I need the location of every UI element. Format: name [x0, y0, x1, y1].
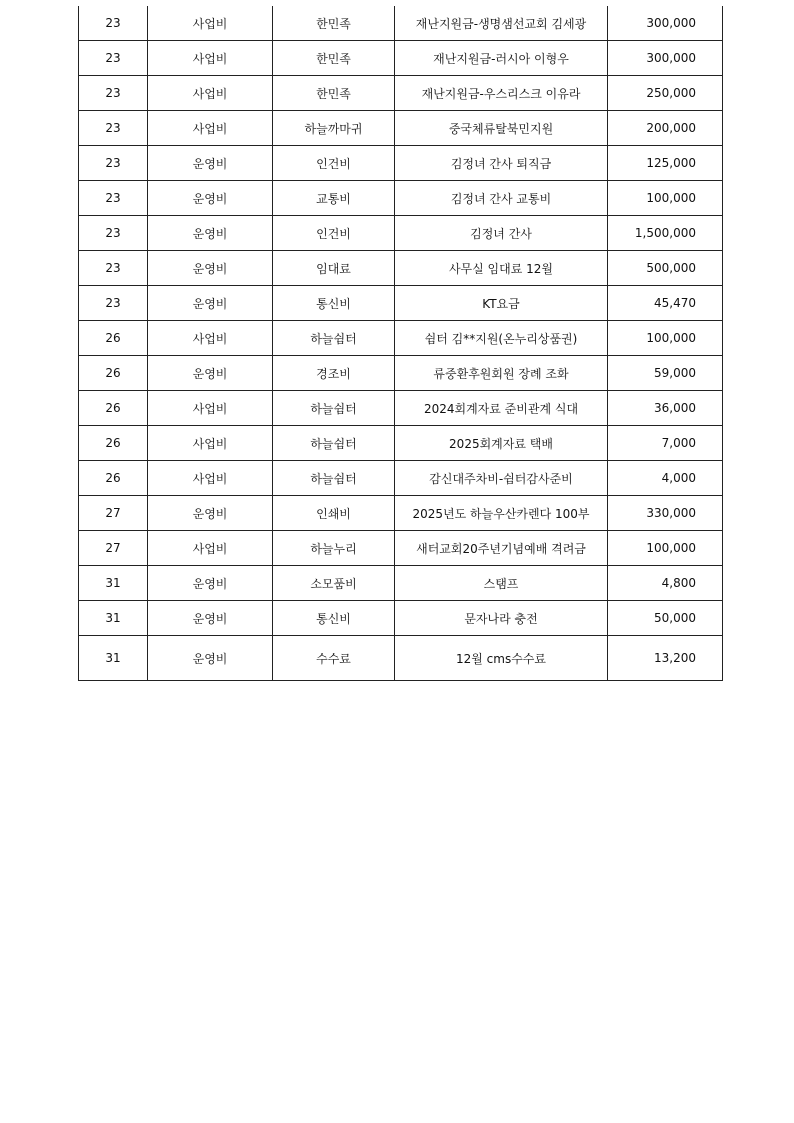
day-cell: 26: [79, 391, 148, 426]
description-cell: 재난지원금-우스리스크 이유라: [395, 76, 608, 111]
table-row: [79, 461, 723, 496]
description-cell: 쉼터 김**지원(온누리상품권): [395, 321, 608, 356]
item-cell: 인건비: [273, 216, 395, 251]
day-cell: 26: [79, 321, 148, 356]
description-cell: 김정녀 간사 퇴직금: [395, 146, 608, 181]
day-cell: 23: [79, 41, 148, 76]
item-cell: 하늘쉼터: [273, 321, 395, 356]
table-row: [79, 601, 723, 636]
day-cell: 26: [79, 426, 148, 461]
table-row: [79, 146, 723, 181]
item-cell: 통신비: [273, 601, 395, 636]
amount-cell: 330,000: [608, 496, 723, 531]
amount-cell: 125,000: [608, 146, 723, 181]
table-row: [79, 41, 723, 76]
day-cell: 23: [79, 6, 148, 41]
item-cell: 한민족: [273, 41, 395, 76]
description-cell: 2025년도 하늘우산카렌다 100부: [395, 496, 608, 531]
ledger-body: [79, 6, 723, 681]
table-row: [79, 496, 723, 531]
table-row: [79, 286, 723, 321]
amount-cell: 200,000: [608, 111, 723, 146]
item-cell: 한민족: [273, 76, 395, 111]
amount-cell: 13,200: [608, 636, 723, 681]
description-cell: 스탬프: [395, 566, 608, 601]
amount-cell: 300,000: [608, 6, 723, 41]
description-cell: 류중환후원회원 장례 조화: [395, 356, 608, 391]
amount-cell: 50,000: [608, 601, 723, 636]
category-cell: 사업비: [148, 461, 273, 496]
day-cell: 26: [79, 461, 148, 496]
item-cell: 소모품비: [273, 566, 395, 601]
table-row: [79, 426, 723, 461]
amount-cell: 4,800: [608, 566, 723, 601]
amount-cell: 1,500,000: [608, 216, 723, 251]
category-cell: 운영비: [148, 251, 273, 286]
table-row: [79, 391, 723, 426]
table-row: [79, 531, 723, 566]
description-cell: 새터교회20주년기념예배 격려금: [395, 531, 608, 566]
amount-cell: 300,000: [608, 41, 723, 76]
day-cell: 26: [79, 356, 148, 391]
day-cell: 23: [79, 286, 148, 321]
table-row: [79, 6, 723, 41]
description-cell: 2025회계자료 택배: [395, 426, 608, 461]
description-cell: 재난지원금-생명샘선교회 김세광: [395, 6, 608, 41]
day-cell: 27: [79, 531, 148, 566]
item-cell: 한민족: [273, 6, 395, 41]
description-cell: KT요금: [395, 286, 608, 321]
category-cell: 운영비: [148, 566, 273, 601]
amount-cell: 500,000: [608, 251, 723, 286]
amount-cell: 4,000: [608, 461, 723, 496]
amount-cell: 100,000: [608, 181, 723, 216]
item-cell: 하늘까마귀: [273, 111, 395, 146]
table-row: [79, 216, 723, 251]
day-cell: 31: [79, 566, 148, 601]
description-cell: 김정녀 간사 교통비: [395, 181, 608, 216]
category-cell: 사업비: [148, 531, 273, 566]
day-cell: 27: [79, 496, 148, 531]
expense-ledger-table: [78, 6, 723, 681]
amount-cell: 59,000: [608, 356, 723, 391]
description-cell: 사무실 임대료 12월: [395, 251, 608, 286]
table-row: [79, 356, 723, 391]
day-cell: 31: [79, 636, 148, 681]
item-cell: 하늘쉼터: [273, 461, 395, 496]
day-cell: 23: [79, 216, 148, 251]
amount-cell: 36,000: [608, 391, 723, 426]
day-cell: 23: [79, 251, 148, 286]
item-cell: 통신비: [273, 286, 395, 321]
category-cell: 사업비: [148, 111, 273, 146]
description-cell: 12월 cms수수료: [395, 636, 608, 681]
amount-cell: 100,000: [608, 531, 723, 566]
description-cell: 감신대주차비-쉼터감사준비: [395, 461, 608, 496]
category-cell: 운영비: [148, 496, 273, 531]
item-cell: 임대료: [273, 251, 395, 286]
category-cell: 사업비: [148, 76, 273, 111]
description-cell: 문자나라 충전: [395, 601, 608, 636]
amount-cell: 7,000: [608, 426, 723, 461]
day-cell: 23: [79, 146, 148, 181]
day-cell: 23: [79, 111, 148, 146]
table-row: [79, 636, 723, 681]
table-row: [79, 251, 723, 286]
category-cell: 사업비: [148, 41, 273, 76]
item-cell: 하늘쉼터: [273, 391, 395, 426]
description-cell: 재난지원금-러시아 이형우: [395, 41, 608, 76]
day-cell: 23: [79, 76, 148, 111]
day-cell: 23: [79, 181, 148, 216]
item-cell: 경조비: [273, 356, 395, 391]
table-row: [79, 566, 723, 601]
category-cell: 운영비: [148, 146, 273, 181]
table-row: [79, 181, 723, 216]
category-cell: 사업비: [148, 6, 273, 41]
category-cell: 운영비: [148, 181, 273, 216]
category-cell: 사업비: [148, 426, 273, 461]
category-cell: 운영비: [148, 286, 273, 321]
table-row: [79, 76, 723, 111]
category-cell: 운영비: [148, 636, 273, 681]
item-cell: 인쇄비: [273, 496, 395, 531]
amount-cell: 100,000: [608, 321, 723, 356]
description-cell: 2024회계자료 준비관계 식대: [395, 391, 608, 426]
description-cell: 중국체류탈북민지원: [395, 111, 608, 146]
item-cell: 하늘누리: [273, 531, 395, 566]
category-cell: 운영비: [148, 216, 273, 251]
item-cell: 인건비: [273, 146, 395, 181]
category-cell: 사업비: [148, 391, 273, 426]
category-cell: 사업비: [148, 321, 273, 356]
table-row: [79, 321, 723, 356]
day-cell: 31: [79, 601, 148, 636]
item-cell: 수수료: [273, 636, 395, 681]
description-cell: 김정녀 간사: [395, 216, 608, 251]
item-cell: 하늘쉼터: [273, 426, 395, 461]
table-row: [79, 111, 723, 146]
category-cell: 운영비: [148, 601, 273, 636]
amount-cell: 250,000: [608, 76, 723, 111]
item-cell: 교통비: [273, 181, 395, 216]
category-cell: 운영비: [148, 356, 273, 391]
amount-cell: 45,470: [608, 286, 723, 321]
